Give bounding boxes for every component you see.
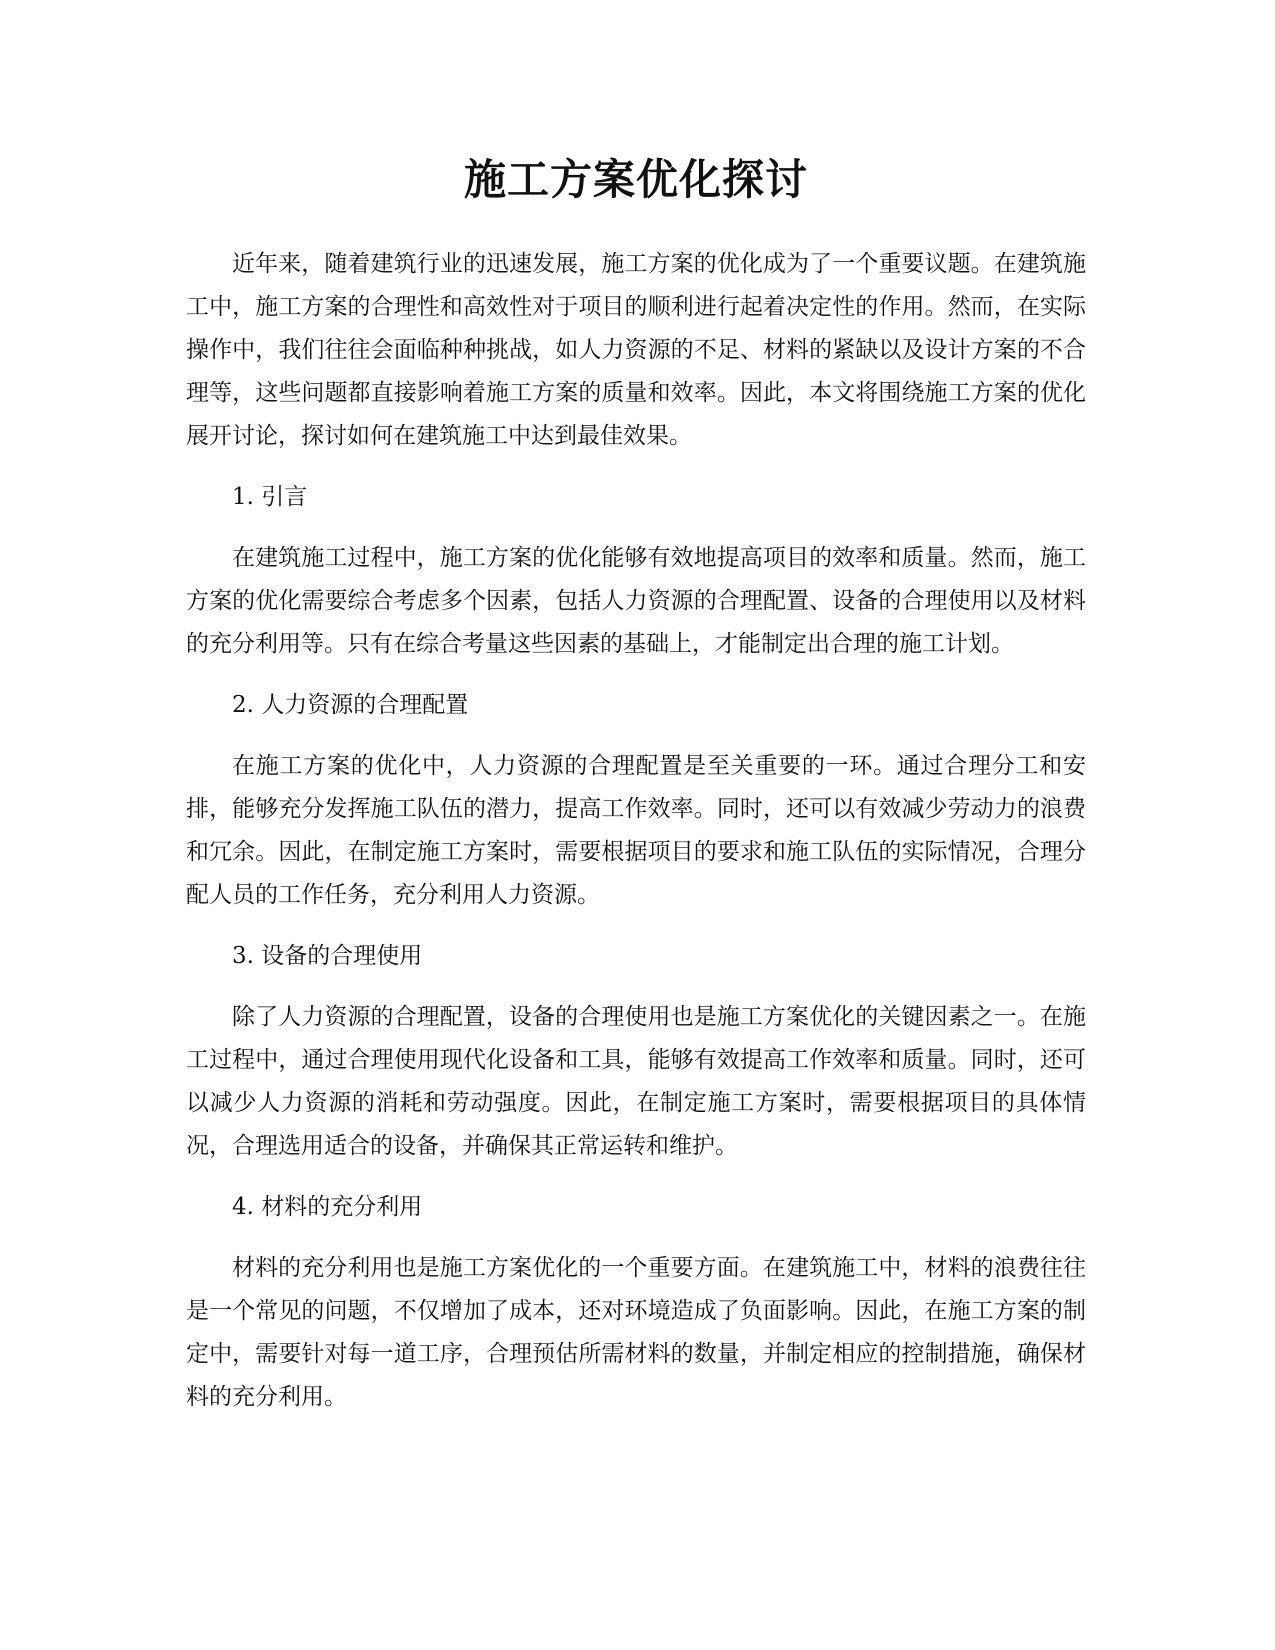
section-heading-human-resources: 2. 人力资源的合理配置 — [232, 692, 469, 718]
document-body — [186, 243, 1086, 1437]
section-heading-equipment: 3. 设备的合理使用 — [232, 943, 423, 969]
introduction-paragraph: 在建筑施工过程中，施工方案的优化能够有效地提高项目的效率和质量。然而，施工方案的优化需要综合考虑多个因素，包括人力资源的合理配置、设备的合理使用以及材料的充分利用等。只有在综合考量这些因素的基础上，才能制定出合理的施工计划。 — [186, 545, 1086, 657]
section-heading-materials: 4. 材料的充分利用 — [232, 1194, 423, 1220]
equipment-paragraph: 除了人力资源的合理配置，设备的合理使用也是施工方案优化的关键因素之一。在施工过程中，通过合理使用现代化设备和工具，能够有效提高工作效率和质量。同时，还可以减少人力资源的消耗和劳动强度。因此，在制定施工方案时，需要根据项目的具体情况，合理选用适合的设备，并确保其正常运转和维护。 — [186, 1004, 1086, 1159]
document-title: 施工方案优化探讨 — [463, 155, 808, 204]
section-heading-introduction: 1. 引言 — [232, 484, 308, 510]
materials-paragraph: 材料的充分利用也是施工方案优化的一个重要方面。在建筑施工中，材料的浪费往往是一个常见的问题，不仅增加了成本，还对环境造成了负面影响。因此，在施工方案的制定中，需要针对每一道工序，合理预估所需材料的数量，并制定相应的控制措施，确保材料的充分利用。 — [186, 1255, 1086, 1410]
human-resources-paragraph: 在施工方案的优化中，人力资源的合理配置是至关重要的一环。通过合理分工和安排，能够充分发挥施工队伍的潜力，提高工作效率。同时，还可以有效减少劳动力的浪费和冗余。因此，在制定施工方案时，需要根据项目的要求和施工队伍的实际情况，合理分配人员的工作任务，充分利用人力资源。 — [186, 753, 1086, 908]
intro-paragraph: 近年来，随着建筑行业的迅速发展，施工方案的优化成为了一个重要议题。在建筑施工中，施工方案的合理性和高效性对于项目的顺利进行起着决定性的作用。然而，在实际操作中，我们往往会面临种种挑战，如人力资源的不足、材料的紧缺以及设计方案的不合理等，这些问题都直接影响着施工方案的质量和效率。因此，本文将围绕施工方案的优化展开讨论，探讨如何在建筑施工中达到最佳效果。 — [186, 251, 1086, 449]
